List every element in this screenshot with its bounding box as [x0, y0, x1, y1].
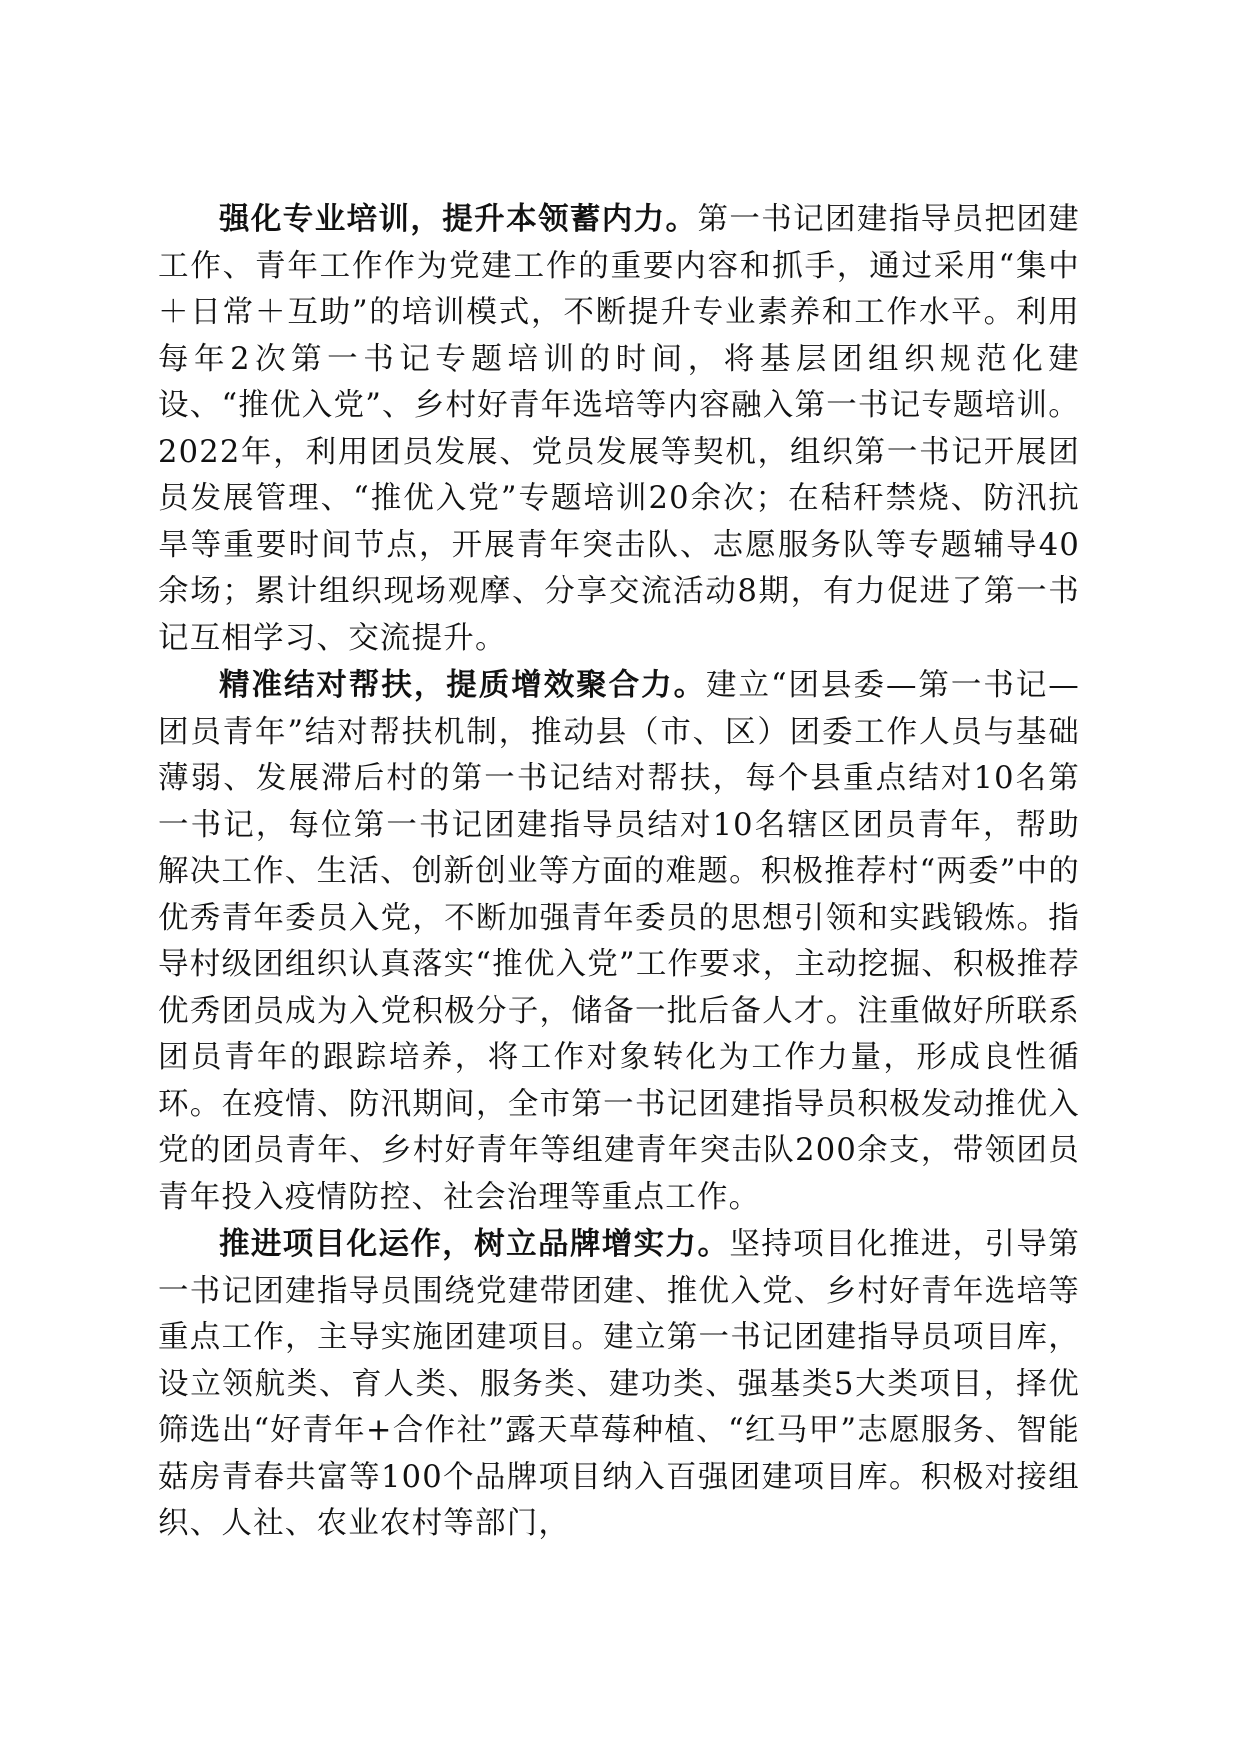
paragraph-lead: 精准结对帮扶，提质增效聚合力。 — [219, 667, 707, 703]
paragraph-training — [158, 196, 1080, 662]
paragraph-lead: 推进项目化运作，树立品牌增实力。 — [219, 1226, 730, 1262]
paragraph-lead: 强化专业培训，提升本领蓄内力。 — [219, 201, 698, 237]
paragraph-pairing — [158, 662, 1080, 1221]
paragraph-text: 第一书记团建指导员把团建工作、青年工作作为党建工作的重要内容和抓手，通过采用“集中＋日常＋互助”的培训模式，不断提升专业素养和工作水平。利用每年2次第一书记专题培训的时间，将基层团组织规范化建设、“推优入党”、乡村好青年选培等内容融入第一书记专题培训。2022年，利用团员发展、党员发展等契机，组织第一书记开展团员发展管理、“推优入党”专题培训20余次；在秸秆禁烧、防汛抗旱等重要时间节点，开展青年突击队、志愿服务队等专题辅导40余场；累计组织现场观摩、分享交流活动8期，有力促进了第一书记互相学习、交流提升。 — [158, 202, 1081, 656]
document-body — [158, 196, 1080, 1548]
paragraph-text: 坚持项目化推进，引导第一书记团建指导员围绕党建带团建、推优入党、乡村好青年选培等重点工作，主导实施团建项目。建立第一书记团建指导员项目库，设立领航类、育人类、服务类、建功类、强基类5大类项目，择优筛选出“好青年+合作社”露天草莓种植、“红马甲”志愿服务、智能菇房青春共富等100个品牌项目纳入百强团建项目库。积极对接组织、人社、农业农村等部门， — [158, 1227, 1081, 1541]
paragraph-text: 建立“团县委—第一书记—团员青年”结对帮扶机制，推动县（市、区）团委工作人员与基础薄弱、发展滞后村的第一书记结对帮扶，每个县重点结对10名第一书记，每位第一书记团建指导员结对10名辖区团员青年，帮助解决工作、生活、创新创业等方面的难题。积极推荐村“两委”中的优秀青年委员入党，不断加强青年委员的思想引领和实践锻炼。指导村级团组织认真落实“推优入党”工作要求，主动挖掘、积极推荐优秀团员成为入党积极分子，储备一批后备人才。注重做好所联系团员青年的跟踪培养，将工作对象转化为工作力量，形成良性循环。在疫情、防汛期间，全市第一书记团建指导员积极发动推优入党的团员青年、乡村好青年等组建青年突击队200余支，带领团员青年投入疫情防控、社会治理等重点工作。 — [158, 668, 1081, 1215]
paragraph-projects — [158, 1221, 1080, 1548]
